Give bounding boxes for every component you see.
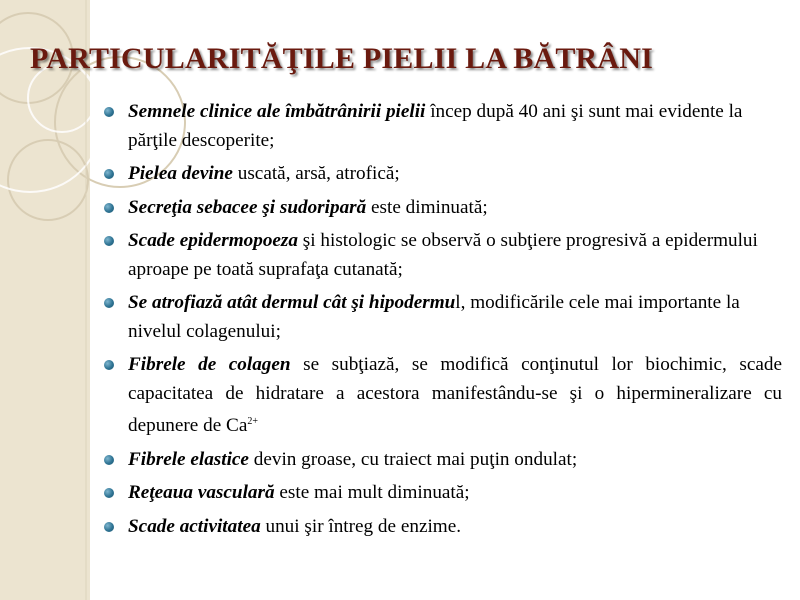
bullet-dot-icon (104, 169, 114, 179)
bullet-text: devin groase, cu traiect mai puţin ondulat; (248, 448, 578, 470)
bullet-text: încep după 40 ani şi sunt mai evidente la părţile descoperite; (128, 101, 743, 151)
bullet-lead: Semnele clinice ale îmbătrânirii pielii (128, 101, 426, 122)
bullet-lead: Fibrele de colagen (128, 354, 291, 375)
bullet-lead: Fibrele elastice (128, 448, 249, 470)
bullet-text: se subţiază, se modifică conţinutul lor biochimic, scade capacitatea de hidratare a acestora manifestându-se şi o hipermineralizare cu depunere de Ca (128, 354, 783, 436)
bullet-item (104, 446, 782, 475)
bullet-dot-icon (104, 298, 114, 308)
bullet-item (104, 160, 782, 189)
bullet-dot-icon (104, 203, 114, 213)
superscript-charge: 2+ (247, 416, 258, 427)
decor-circle (8, 140, 88, 220)
bullet-dot-icon (104, 107, 114, 117)
bullet-dot-icon (104, 360, 114, 370)
bullet-text: şi histologic se observă o subţiere progresivă a epidermului aproape pe toată suprafaţa cutanată; (128, 230, 758, 280)
bullet-dot-icon (104, 488, 114, 498)
bullet-item (104, 98, 782, 155)
bullet-item (104, 289, 782, 346)
bullet-item (104, 513, 782, 542)
bullet-text: uscată, arsă, atrofică; (232, 163, 400, 184)
bullet-dot-icon (104, 522, 114, 532)
bullet-text: este diminuată; (366, 196, 488, 218)
bullet-lead: Pielea devine (128, 163, 233, 184)
bullet-lead: Scade activitatea (128, 515, 261, 537)
bullet-item (104, 351, 782, 441)
bullet-dot-icon (104, 455, 114, 465)
bullet-lead: Reţeaua vasculară (128, 482, 275, 503)
bullet-lead: Secreţia sebacee şi sudoripară (128, 196, 367, 218)
slide-title: PARTICULARITĂŢILE PIELII LA BĂTRÂNI (30, 42, 654, 75)
bullet-text: este mai mult diminuată; (274, 482, 470, 503)
bullet-item (104, 194, 782, 223)
bullet-item (104, 227, 782, 284)
bullet-item (104, 479, 782, 508)
bullet-text: unui şir întreg de enzime. (260, 515, 462, 537)
bullet-list (104, 98, 782, 546)
bullet-text: l, modificările cele mai importante la nivelul colagenului; (128, 292, 740, 342)
bullet-lead: Scade epidermopoeza (128, 230, 298, 251)
bullet-lead: Se atrofiază atât dermul cât şi hipodermu (128, 292, 456, 313)
bullet-dot-icon (104, 236, 114, 246)
